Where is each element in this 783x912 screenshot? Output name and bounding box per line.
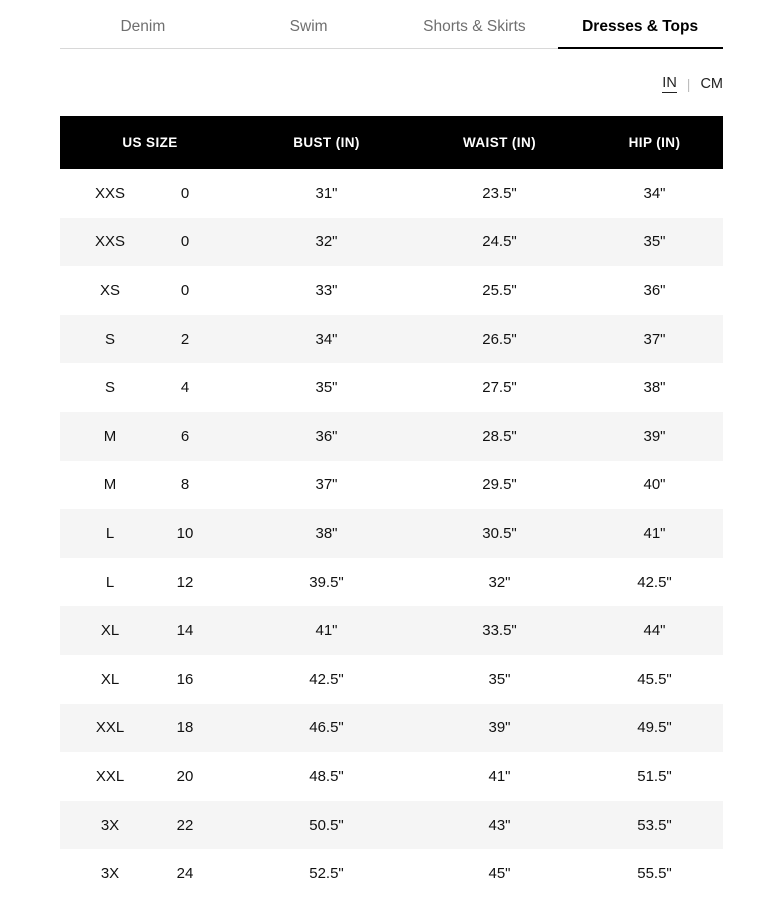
cell-bust: 33" — [315, 281, 338, 299]
cell-waist: 28.5" — [413, 412, 586, 461]
cell-us-size — [60, 461, 240, 510]
size-letter: XXL — [95, 767, 125, 785]
size-letter: XXS — [94, 233, 125, 251]
cell-waist: 32" — [488, 573, 511, 591]
cell-hip: 36" — [643, 281, 666, 299]
cell-bust: 41" — [240, 606, 413, 655]
cell-waist: 23.5" — [482, 184, 517, 202]
tabs-divider — [60, 48, 723, 49]
table-row — [60, 509, 723, 558]
tab-shorts-skirts[interactable]: Shorts & Skirts — [423, 17, 526, 35]
size-table-wrap — [60, 116, 723, 898]
cell-us-size — [60, 606, 240, 655]
header-waist: WAIST (IN) — [413, 116, 586, 169]
size-number: 10 — [176, 524, 194, 542]
table-row — [60, 558, 723, 607]
cell-waist: 33.5" — [413, 606, 586, 655]
category-tabs — [0, 0, 783, 48]
table-row — [60, 169, 723, 218]
cell-bust: 38" — [240, 509, 413, 558]
table-row — [60, 363, 723, 412]
size-letter: XXS — [94, 184, 125, 202]
size-letter: L — [105, 573, 115, 591]
size-number: 4 — [180, 379, 190, 397]
size-cell-inner — [60, 865, 240, 882]
cell-waist: 25.5" — [482, 281, 517, 299]
cell-bust: 46.5" — [240, 704, 413, 753]
size-letter: 3X — [100, 816, 120, 834]
table-row — [60, 655, 723, 704]
table-row — [60, 461, 723, 510]
cell-us-size — [60, 412, 240, 461]
size-cell-inner — [60, 525, 240, 542]
cell-us-size — [60, 169, 240, 218]
cell-hip: 49.5" — [586, 704, 723, 753]
cell-hip: 41" — [586, 509, 723, 558]
cell-hip: 53.5" — [586, 801, 723, 850]
cell-waist: 39" — [413, 704, 586, 753]
size-table-body — [60, 169, 723, 898]
size-table — [60, 116, 723, 898]
cell-hip: 44" — [586, 606, 723, 655]
cell-us-size — [60, 801, 240, 850]
size-number: 14 — [176, 622, 194, 640]
table-row — [60, 704, 723, 753]
cell-us-size — [60, 218, 240, 267]
cell-us-size — [60, 704, 240, 753]
cell-hip: 55.5" — [637, 865, 672, 883]
size-number: 18 — [176, 719, 194, 737]
cell-hip: 38" — [643, 379, 666, 397]
cell-us-size — [60, 363, 240, 412]
cell-bust: 36" — [240, 412, 413, 461]
size-number: 6 — [180, 427, 190, 445]
cell-us-size — [60, 509, 240, 558]
tab-dresses-tops[interactable]: Dresses & Tops — [582, 17, 699, 35]
cell-us-size — [60, 266, 240, 315]
size-letter: 3X — [100, 865, 120, 883]
cell-waist: 45" — [488, 865, 511, 883]
size-number: 20 — [176, 767, 194, 785]
cell-hip: 42.5" — [637, 573, 672, 591]
cell-us-size — [60, 655, 240, 704]
size-number: 8 — [180, 476, 190, 494]
size-number: 24 — [176, 865, 194, 883]
size-cell-inner — [60, 233, 240, 250]
cell-waist: 26.5" — [413, 315, 586, 364]
size-cell-inner — [60, 282, 240, 299]
size-number: 22 — [176, 816, 194, 834]
cell-bust: 48.5" — [309, 767, 344, 785]
size-cell-inner — [60, 428, 240, 445]
size-cell-inner — [60, 185, 240, 202]
cell-waist: 35" — [488, 670, 511, 688]
cell-hip: 35" — [586, 218, 723, 267]
cell-hip: 39" — [586, 412, 723, 461]
cell-hip: 40" — [643, 476, 666, 494]
size-letter: S — [104, 379, 115, 397]
unit-divider: | — [686, 76, 691, 92]
table-row — [60, 412, 723, 461]
cell-hip: 34" — [643, 184, 666, 202]
size-cell-inner — [60, 768, 240, 785]
tab-swim[interactable]: Swim — [289, 17, 328, 35]
cell-bust: 37" — [315, 476, 338, 494]
cell-bust: 35" — [315, 379, 338, 397]
cell-bust: 50.5" — [240, 801, 413, 850]
table-row — [60, 801, 723, 850]
tab-denim[interactable]: Denim — [120, 17, 166, 35]
cell-waist: 30.5" — [413, 509, 586, 558]
size-cell-inner — [60, 671, 240, 688]
table-row — [60, 752, 723, 801]
table-header-row — [60, 116, 723, 169]
table-row — [60, 849, 723, 898]
size-cell-inner — [60, 574, 240, 591]
cell-waist: 43" — [413, 801, 586, 850]
size-cell-inner — [60, 817, 240, 834]
header-bust: BUST (IN) — [240, 116, 413, 169]
table-row — [60, 315, 723, 364]
cell-us-size — [60, 558, 240, 607]
size-letter: XS — [99, 281, 120, 299]
size-number: 2 — [180, 330, 190, 348]
cell-hip: 37" — [586, 315, 723, 364]
cell-hip: 51.5" — [637, 767, 672, 785]
size-cell-inner — [60, 719, 240, 736]
cell-us-size — [60, 315, 240, 364]
table-row — [60, 606, 723, 655]
unit-cm-button[interactable]: CM — [700, 75, 723, 92]
size-cell-inner — [60, 331, 240, 348]
cell-bust: 34" — [240, 315, 413, 364]
cell-bust: 52.5" — [309, 865, 344, 883]
size-cell-inner — [60, 622, 240, 639]
cell-us-size — [60, 752, 240, 801]
cell-hip: 45.5" — [637, 670, 672, 688]
cell-bust: 39.5" — [309, 573, 344, 591]
size-number: 16 — [176, 670, 194, 688]
cell-waist: 27.5" — [482, 379, 517, 397]
unit-toggle — [0, 49, 783, 93]
size-letter: XXL — [95, 719, 125, 737]
table-row — [60, 266, 723, 315]
cell-us-size — [60, 849, 240, 898]
size-letter: M — [103, 427, 117, 445]
cell-bust: 32" — [240, 218, 413, 267]
size-cell-inner — [60, 379, 240, 396]
size-table-head — [60, 116, 723, 169]
cell-bust: 42.5" — [309, 670, 344, 688]
size-number: 0 — [180, 233, 190, 251]
size-letter: M — [103, 476, 117, 494]
unit-in-button[interactable]: IN — [662, 75, 677, 91]
size-letter: S — [104, 330, 115, 348]
size-letter: XL — [100, 670, 120, 688]
size-number: 12 — [176, 573, 194, 591]
cell-waist: 24.5" — [413, 218, 586, 267]
active-tab-underline — [558, 47, 723, 49]
size-letter: XL — [100, 622, 120, 640]
size-number: 0 — [180, 184, 190, 202]
cell-waist: 29.5" — [482, 476, 517, 494]
cell-waist: 41" — [488, 767, 511, 785]
table-row — [60, 218, 723, 267]
header-hip: HIP (IN) — [586, 116, 723, 169]
size-letter: L — [105, 524, 115, 542]
size-cell-inner — [60, 476, 240, 493]
header-us-size: US SIZE — [60, 116, 240, 169]
size-number: 0 — [180, 281, 190, 299]
cell-bust: 31" — [315, 184, 338, 202]
